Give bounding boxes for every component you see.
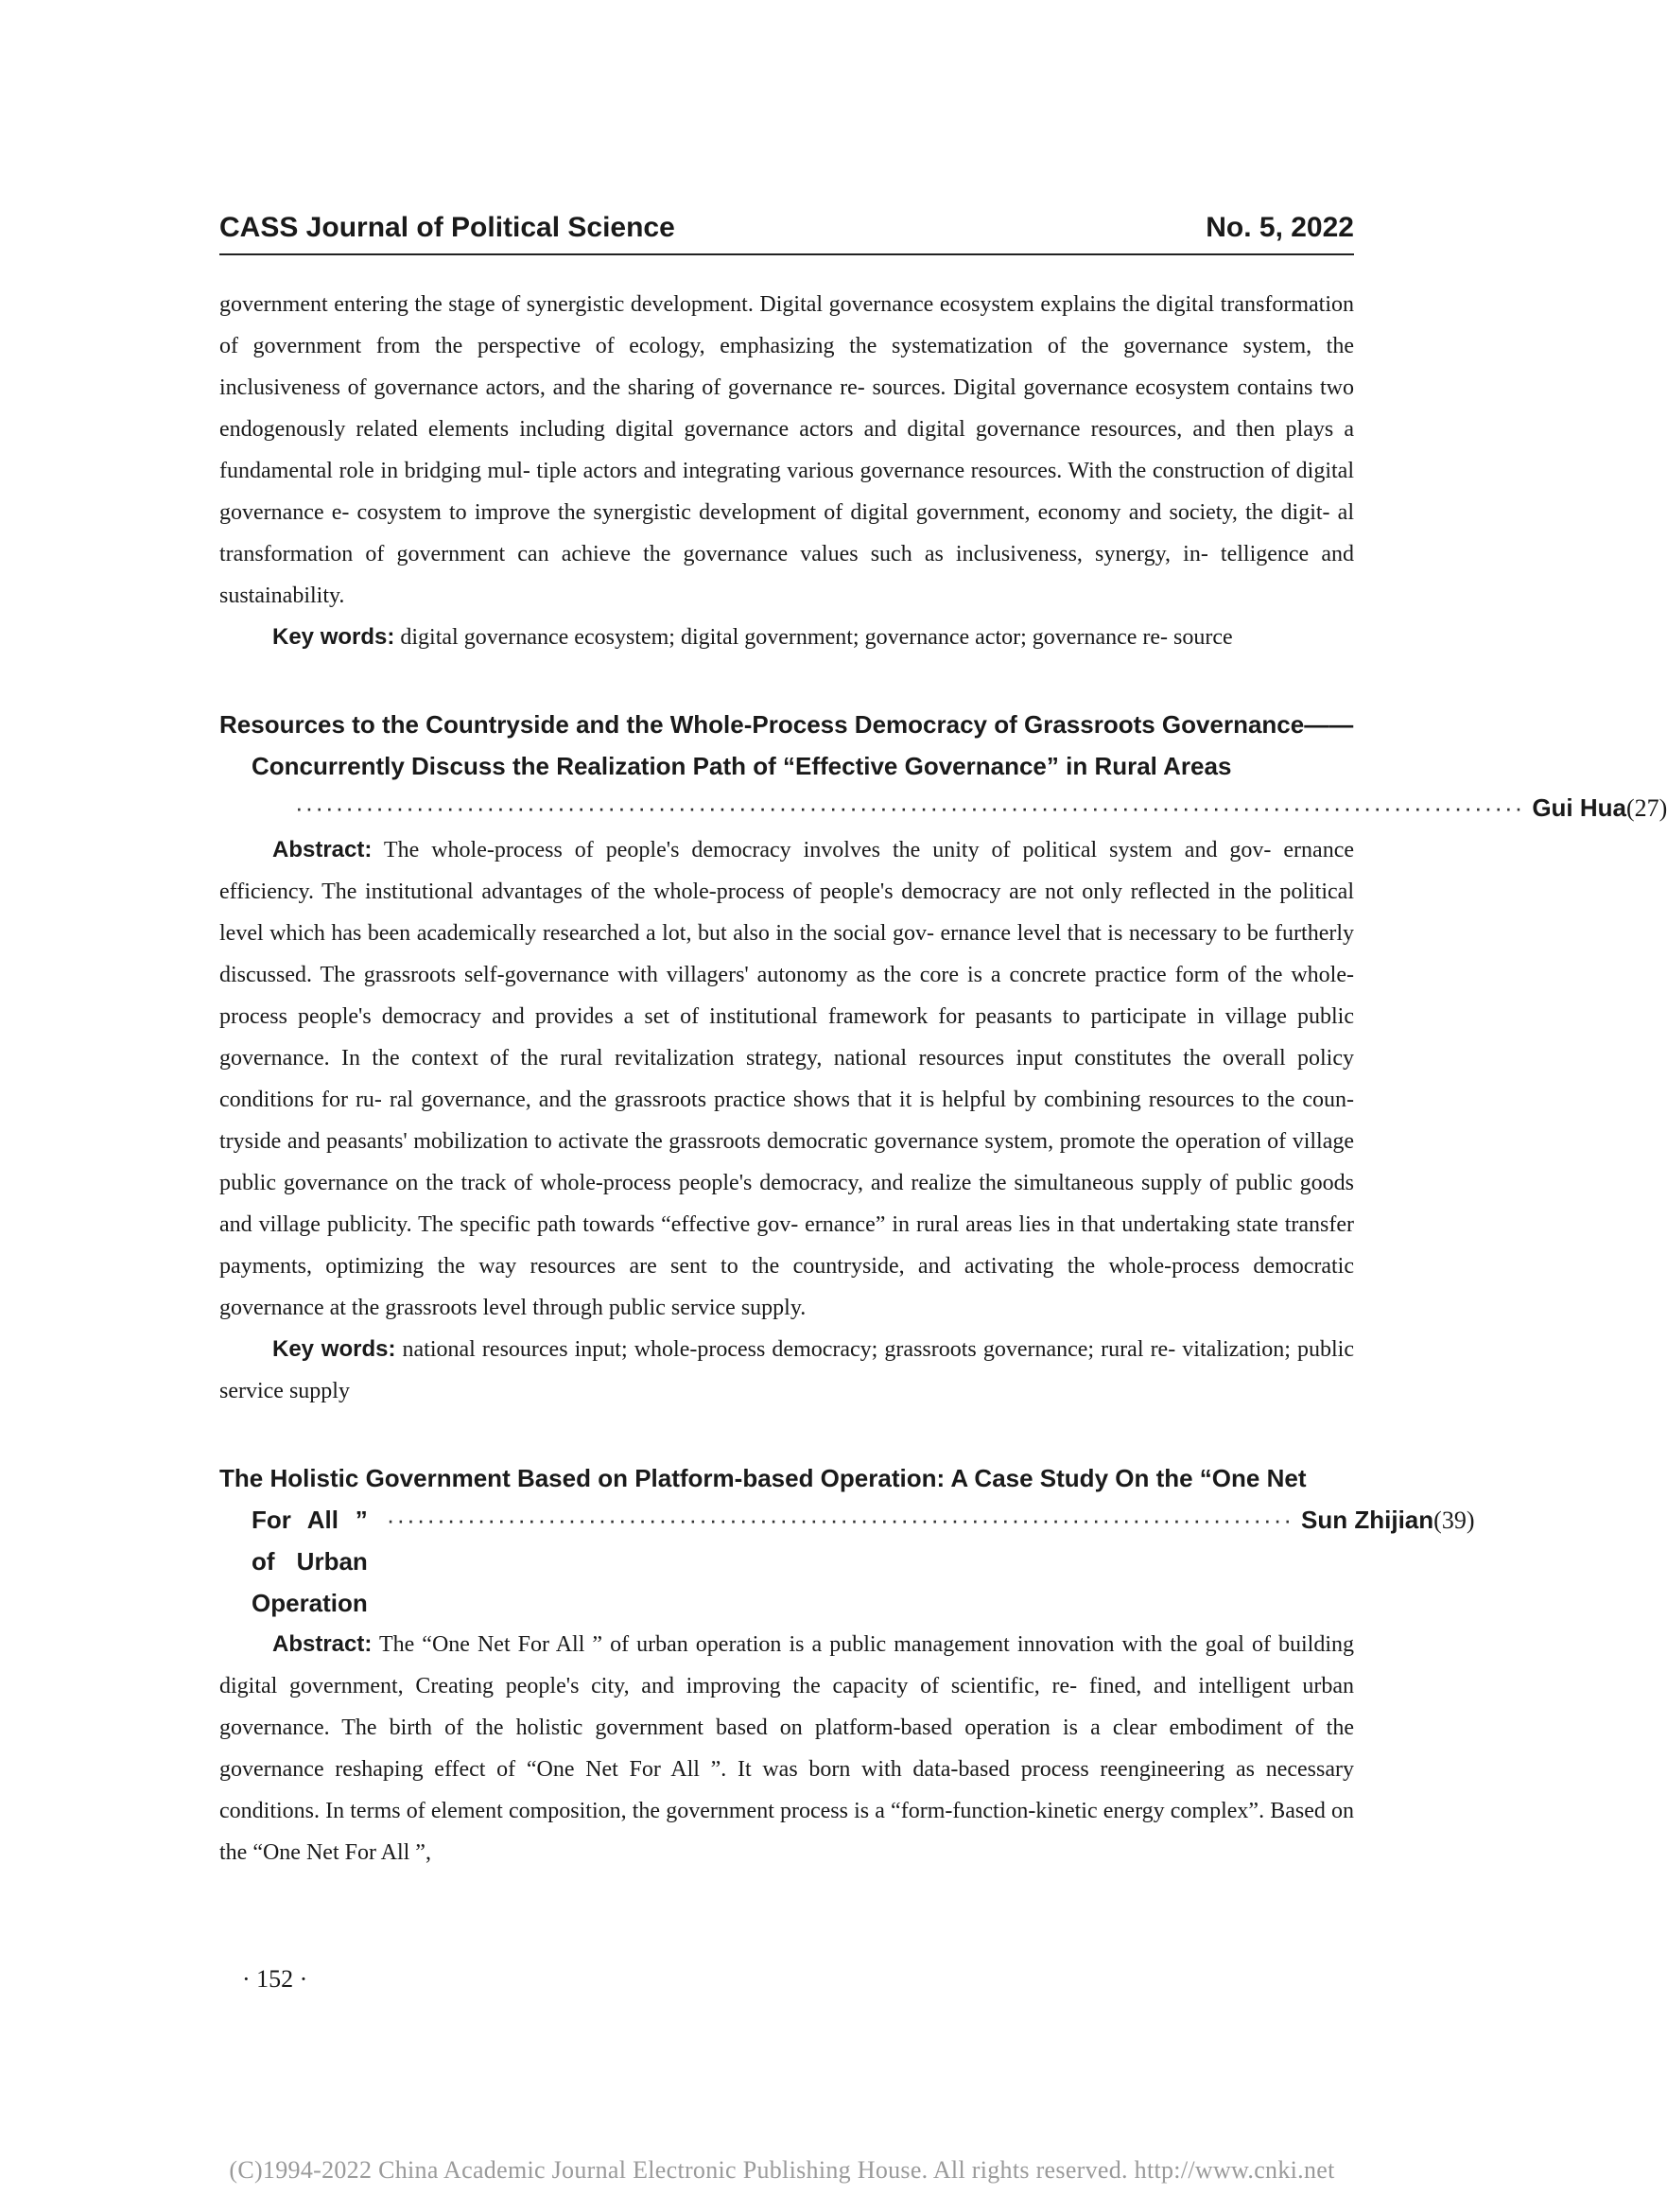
keywords-label: Key words: — [272, 624, 395, 650]
keywords-label: Key words: — [272, 1336, 396, 1362]
abstract-article2 — [219, 829, 1354, 1329]
abstract-continuation: government entering the stage of synergistic development. Digital governance ecosystem explains the digital transformation of government from the perspective of ecology, emphasizing the systematization of the governance system, the inclusiveness of governance actors, and the sharing of governance re- sources. Digital governance ecosystem contains two endogenously related elements including digital governance actors and digital governance resources, and then plays a fundamental role in bridging mul- tiple actors and integrating various governance resources. With the construction of digital governance e- cosystem to improve the synergistic development of digital government, economy and society, the digit- al transformation of government can achieve the governance values such as inclusiveness, synergy, in- telligence and sustainability. — [219, 292, 1354, 608]
abstract-label: Abstract: — [272, 837, 373, 862]
keywords-article1 — [219, 617, 1354, 658]
article-title-2 — [219, 704, 1667, 829]
author-name: Sun Zhijian — [1301, 1506, 1434, 1534]
author-line — [219, 787, 1667, 829]
dot-leader: ·························································································· — [386, 1506, 1294, 1534]
page-reference: (39) — [1433, 1507, 1475, 1534]
keywords-text: digital governance ecosystem; digital government; governance actor; governance re- source — [394, 625, 1233, 650]
keywords-article2 — [219, 1329, 1354, 1412]
page-content — [219, 284, 1667, 1873]
author-name: Gui Hua — [1532, 793, 1626, 822]
keywords-text: national resources input; whole-process democracy; grassroots governance; rural re- vitalization; public service supply — [219, 1337, 1354, 1403]
page-number: · 152 · — [242, 1965, 308, 1993]
title-line-2-with-author — [219, 1499, 1475, 1624]
page-reference: (27) — [1625, 794, 1667, 822]
abstract-text: The whole-process of people's democracy involves the unity of political system and gov- ernance efficiency. The institutional advantages of the whole-process of people's democracy are not only reflected in the political level which has been academically researched a lot, but also in the social gov- ernance level that is necessary to be furtherly discussed. The grassroots self-governance with villagers' autonomy as the core is a concrete practice form of the whole-process people's democracy and provides a set of institutional framework for peasants to participate in village public governance. In the context of the rural revitalization strategy, national resources input constitutes the overall policy conditions for ru- ral governance, and the grassroots practice shows that it is helpful by combining resources to the coun- tryside and peasants' mobilization to activate the grassroots democratic governance system, promote the operation of village public governance on the track of whole-process people's democracy, and realize the simultaneous supply of public goods and village publicity. The specific path towards “effective gov- ernance” in rural areas lies in that undertaking state transfer payments, optimizing the way resources are sent to the countryside, and activating the whole-process democratic governance at the grassroots level through public service supply. — [219, 838, 1354, 1320]
abstract-text: The “One Net For All ” of urban operation is a public management innovation with the goal of building digital government, Creating people's city, and improving the capacity of scientific, re- fined, and intelligent urban governance. The birth of the holistic government based on platform-based operation is a clear embodiment of the governance reshaping effect of “One Net For All ”. It was born with data-based process reengineering as necessary conditions. In terms of element composition, the government process is a “form-function-kinetic energy complex”. Based on the “One Net For All ”, — [219, 1632, 1354, 1865]
title-line-2: Concurrently Discuss the Realization Path of “Effective Governance” in Rural Areas — [252, 752, 1232, 780]
journal-title: CASS Journal of Political Science — [219, 212, 675, 243]
title-line-1: The Holistic Government Based on Platform-based Operation: A Case Study On the “One Net — [219, 1464, 1307, 1492]
article-title-3 — [219, 1457, 1475, 1624]
title-line-2: For All ” of Urban Operation — [252, 1506, 368, 1617]
abstract-article3 — [219, 1624, 1354, 1873]
issue-number: No. 5, 2022 — [1206, 212, 1354, 243]
dot-leader: ·························································································································· — [295, 793, 1525, 822]
copyright-footer: (C)1994-2022 China Academic Journal Electronic Publishing House. All rights reserved. http://www.cnki.net — [229, 2156, 1335, 2184]
abstract-label: Abstract: — [272, 1631, 373, 1657]
running-header — [219, 206, 1354, 255]
title-line-1: Resources to the Countryside and the Whole-Process Democracy of Grassroots Governance—— — [219, 710, 1354, 739]
